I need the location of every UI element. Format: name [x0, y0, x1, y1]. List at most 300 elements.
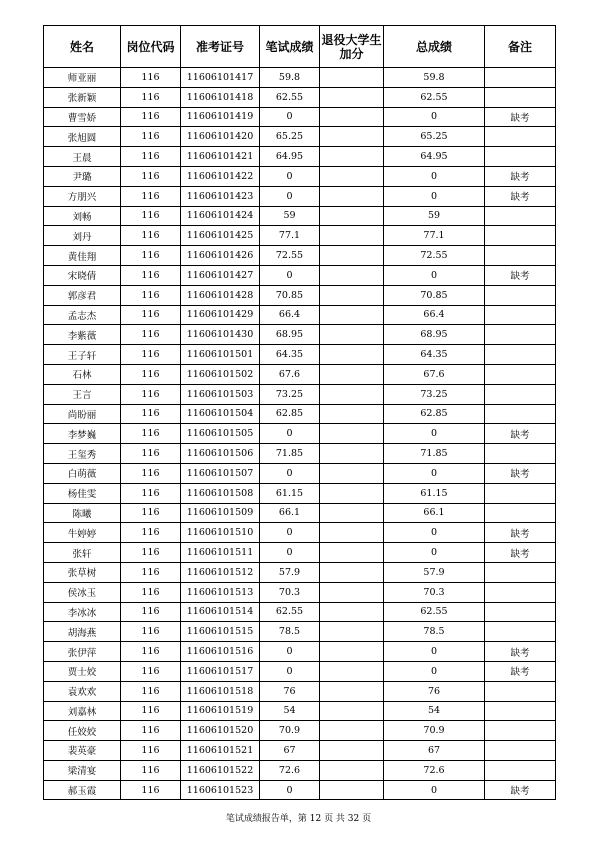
cell-post-code: 116 — [121, 226, 181, 246]
cell-written-score: 73.25 — [260, 384, 320, 404]
cell-total-score: 66.4 — [384, 305, 485, 325]
cell-name: 尹璐 — [44, 166, 121, 186]
cell-remark — [485, 760, 556, 780]
cell-veteran-bonus — [320, 147, 384, 167]
cell-name: 贾士姣 — [44, 661, 121, 681]
cell-written-score: 72.6 — [260, 760, 320, 780]
cell-remark: 缺考 — [485, 523, 556, 543]
header-remark: 备注 — [485, 26, 556, 68]
cell-ticket-no: 11606101429 — [181, 305, 260, 325]
table-row — [44, 206, 556, 226]
table-row — [44, 562, 556, 582]
cell-ticket-no: 11606101430 — [181, 325, 260, 345]
cell-veteran-bonus — [320, 543, 384, 563]
cell-veteran-bonus — [320, 404, 384, 424]
cell-name: 郭彦君 — [44, 285, 121, 305]
cell-name: 李梦巍 — [44, 424, 121, 444]
cell-remark — [485, 246, 556, 266]
table-row — [44, 345, 556, 365]
score-table — [43, 25, 556, 800]
cell-name: 刘丹 — [44, 226, 121, 246]
cell-total-score: 0 — [384, 523, 485, 543]
table-row — [44, 285, 556, 305]
cell-total-score: 62.55 — [384, 87, 485, 107]
cell-post-code: 116 — [121, 602, 181, 622]
cell-written-score: 0 — [260, 463, 320, 483]
cell-remark — [485, 483, 556, 503]
cell-total-score: 71.85 — [384, 444, 485, 464]
cell-remark — [485, 582, 556, 602]
cell-veteran-bonus — [320, 741, 384, 761]
cell-post-code: 116 — [121, 523, 181, 543]
cell-written-score: 62.55 — [260, 87, 320, 107]
cell-written-score: 70.9 — [260, 721, 320, 741]
cell-ticket-no: 11606101520 — [181, 721, 260, 741]
cell-remark — [485, 503, 556, 523]
cell-remark: 缺考 — [485, 107, 556, 127]
cell-written-score: 77.1 — [260, 226, 320, 246]
cell-ticket-no: 11606101512 — [181, 562, 260, 582]
table-row — [44, 305, 556, 325]
cell-name: 郝玉霞 — [44, 780, 121, 800]
cell-post-code: 116 — [121, 68, 181, 88]
table-row — [44, 87, 556, 107]
cell-name: 尚盼丽 — [44, 404, 121, 424]
cell-total-score: 0 — [384, 424, 485, 444]
cell-written-score: 67.6 — [260, 364, 320, 384]
cell-remark — [485, 681, 556, 701]
cell-ticket-no: 11606101510 — [181, 523, 260, 543]
cell-remark: 缺考 — [485, 186, 556, 206]
cell-total-score: 68.95 — [384, 325, 485, 345]
cell-ticket-no: 11606101425 — [181, 226, 260, 246]
cell-remark: 缺考 — [485, 780, 556, 800]
table-row — [44, 364, 556, 384]
cell-name: 王言 — [44, 384, 121, 404]
cell-written-score: 0 — [260, 424, 320, 444]
cell-total-score: 67.6 — [384, 364, 485, 384]
cell-name: 刘畅 — [44, 206, 121, 226]
table-row — [44, 741, 556, 761]
cell-written-score: 68.95 — [260, 325, 320, 345]
cell-post-code: 116 — [121, 463, 181, 483]
cell-veteran-bonus — [320, 305, 384, 325]
cell-post-code: 116 — [121, 345, 181, 365]
cell-post-code: 116 — [121, 444, 181, 464]
cell-veteran-bonus — [320, 760, 384, 780]
cell-ticket-no: 11606101518 — [181, 681, 260, 701]
cell-ticket-no: 11606101522 — [181, 760, 260, 780]
cell-ticket-no: 11606101516 — [181, 642, 260, 662]
cell-total-score: 72.55 — [384, 246, 485, 266]
cell-total-score: 65.25 — [384, 127, 485, 147]
table-row — [44, 503, 556, 523]
cell-total-score: 70.85 — [384, 285, 485, 305]
cell-remark — [485, 127, 556, 147]
cell-post-code: 116 — [121, 206, 181, 226]
cell-veteran-bonus — [320, 345, 384, 365]
cell-total-score: 64.35 — [384, 345, 485, 365]
cell-veteran-bonus — [320, 246, 384, 266]
cell-veteran-bonus — [320, 68, 384, 88]
cell-post-code: 116 — [121, 701, 181, 721]
cell-post-code: 116 — [121, 147, 181, 167]
cell-remark: 缺考 — [485, 424, 556, 444]
cell-name: 裴英豪 — [44, 741, 121, 761]
cell-remark — [485, 206, 556, 226]
cell-written-score: 0 — [260, 107, 320, 127]
cell-written-score: 78.5 — [260, 622, 320, 642]
cell-written-score: 66.1 — [260, 503, 320, 523]
cell-name: 胡海燕 — [44, 622, 121, 642]
cell-total-score: 78.5 — [384, 622, 485, 642]
table-row — [44, 325, 556, 345]
cell-remark — [485, 226, 556, 246]
cell-veteran-bonus — [320, 107, 384, 127]
cell-post-code: 116 — [121, 622, 181, 642]
cell-written-score: 70.3 — [260, 582, 320, 602]
cell-total-score: 76 — [384, 681, 485, 701]
cell-remark — [485, 721, 556, 741]
cell-remark — [485, 325, 556, 345]
cell-name: 王玺秀 — [44, 444, 121, 464]
cell-remark — [485, 364, 556, 384]
cell-total-score: 0 — [384, 107, 485, 127]
cell-post-code: 116 — [121, 642, 181, 662]
cell-veteran-bonus — [320, 325, 384, 345]
table-row — [44, 127, 556, 147]
cell-veteran-bonus — [320, 562, 384, 582]
cell-post-code: 116 — [121, 661, 181, 681]
cell-written-score: 70.85 — [260, 285, 320, 305]
cell-total-score: 62.55 — [384, 602, 485, 622]
cell-written-score: 67 — [260, 741, 320, 761]
cell-post-code: 116 — [121, 265, 181, 285]
header-name: 姓名 — [44, 26, 121, 68]
cell-veteran-bonus — [320, 661, 384, 681]
cell-total-score: 54 — [384, 701, 485, 721]
cell-ticket-no: 11606101422 — [181, 166, 260, 186]
cell-veteran-bonus — [320, 384, 384, 404]
table-row — [44, 147, 556, 167]
cell-remark — [485, 701, 556, 721]
cell-ticket-no: 11606101511 — [181, 543, 260, 563]
cell-ticket-no: 11606101508 — [181, 483, 260, 503]
cell-remark — [485, 285, 556, 305]
cell-veteran-bonus — [320, 463, 384, 483]
cell-name: 师亚丽 — [44, 68, 121, 88]
cell-ticket-no: 11606101428 — [181, 285, 260, 305]
table-row — [44, 780, 556, 800]
cell-veteran-bonus — [320, 186, 384, 206]
cell-name: 李紫薇 — [44, 325, 121, 345]
cell-veteran-bonus — [320, 701, 384, 721]
table-row — [44, 701, 556, 721]
cell-name: 白萌薇 — [44, 463, 121, 483]
cell-written-score: 71.85 — [260, 444, 320, 464]
cell-post-code: 116 — [121, 760, 181, 780]
cell-remark: 缺考 — [485, 642, 556, 662]
cell-total-score: 72.6 — [384, 760, 485, 780]
cell-name: 牛婷婷 — [44, 523, 121, 543]
cell-ticket-no: 11606101517 — [181, 661, 260, 681]
cell-name: 李冰冰 — [44, 602, 121, 622]
cell-remark — [485, 68, 556, 88]
cell-name: 王晨 — [44, 147, 121, 167]
cell-ticket-no: 11606101418 — [181, 87, 260, 107]
cell-name: 张旭圆 — [44, 127, 121, 147]
cell-total-score: 67 — [384, 741, 485, 761]
cell-total-score: 0 — [384, 780, 485, 800]
cell-post-code: 116 — [121, 562, 181, 582]
cell-name: 王子轩 — [44, 345, 121, 365]
cell-post-code: 116 — [121, 87, 181, 107]
cell-total-score: 77.1 — [384, 226, 485, 246]
table-row — [44, 681, 556, 701]
cell-ticket-no: 11606101427 — [181, 265, 260, 285]
cell-written-score: 64.95 — [260, 147, 320, 167]
cell-name: 孟志杰 — [44, 305, 121, 325]
cell-total-score: 0 — [384, 463, 485, 483]
cell-total-score: 0 — [384, 642, 485, 662]
cell-post-code: 116 — [121, 305, 181, 325]
cell-written-score: 62.85 — [260, 404, 320, 424]
cell-name: 侯冰玉 — [44, 582, 121, 602]
cell-veteran-bonus — [320, 721, 384, 741]
table-row — [44, 582, 556, 602]
cell-name: 刘嘉林 — [44, 701, 121, 721]
cell-post-code: 116 — [121, 364, 181, 384]
cell-written-score: 59 — [260, 206, 320, 226]
cell-written-score: 62.55 — [260, 602, 320, 622]
cell-name: 宋晓倩 — [44, 265, 121, 285]
cell-post-code: 116 — [121, 107, 181, 127]
cell-veteran-bonus — [320, 681, 384, 701]
cell-ticket-no: 11606101423 — [181, 186, 260, 206]
cell-ticket-no: 11606101420 — [181, 127, 260, 147]
cell-remark — [485, 602, 556, 622]
table-row — [44, 760, 556, 780]
cell-written-score: 64.35 — [260, 345, 320, 365]
cell-veteran-bonus — [320, 622, 384, 642]
table-row — [44, 246, 556, 266]
cell-veteran-bonus — [320, 265, 384, 285]
header-total-score: 总成绩 — [384, 26, 485, 68]
cell-veteran-bonus — [320, 483, 384, 503]
cell-written-score: 0 — [260, 543, 320, 563]
cell-written-score: 0 — [260, 166, 320, 186]
header-post-code: 岗位代码 — [121, 26, 181, 68]
cell-post-code: 116 — [121, 246, 181, 266]
cell-written-score: 0 — [260, 186, 320, 206]
cell-veteran-bonus — [320, 226, 384, 246]
cell-name: 张伊萍 — [44, 642, 121, 662]
cell-written-score: 54 — [260, 701, 320, 721]
table-row — [44, 404, 556, 424]
table-row — [44, 265, 556, 285]
cell-written-score: 59.8 — [260, 68, 320, 88]
table-row — [44, 602, 556, 622]
cell-total-score: 64.95 — [384, 147, 485, 167]
cell-remark: 缺考 — [485, 265, 556, 285]
cell-veteran-bonus — [320, 285, 384, 305]
cell-post-code: 116 — [121, 384, 181, 404]
cell-total-score: 0 — [384, 166, 485, 186]
cell-post-code: 116 — [121, 186, 181, 206]
cell-remark: 缺考 — [485, 543, 556, 563]
cell-veteran-bonus — [320, 87, 384, 107]
cell-total-score: 70.3 — [384, 582, 485, 602]
cell-written-score: 66.4 — [260, 305, 320, 325]
cell-post-code: 116 — [121, 404, 181, 424]
table-row — [44, 384, 556, 404]
cell-written-score: 0 — [260, 780, 320, 800]
cell-name: 张轩 — [44, 543, 121, 563]
table-row — [44, 444, 556, 464]
cell-ticket-no: 11606101514 — [181, 602, 260, 622]
cell-ticket-no: 11606101515 — [181, 622, 260, 642]
cell-post-code: 116 — [121, 582, 181, 602]
cell-post-code: 116 — [121, 503, 181, 523]
cell-written-score: 65.25 — [260, 127, 320, 147]
cell-total-score: 66.1 — [384, 503, 485, 523]
cell-ticket-no: 11606101419 — [181, 107, 260, 127]
cell-post-code: 116 — [121, 483, 181, 503]
cell-name: 袁欢欢 — [44, 681, 121, 701]
header-written-score: 笔试成绩 — [260, 26, 320, 68]
cell-ticket-no: 11606101417 — [181, 68, 260, 88]
cell-total-score: 0 — [384, 543, 485, 563]
cell-post-code: 116 — [121, 681, 181, 701]
cell-remark — [485, 384, 556, 404]
cell-total-score: 0 — [384, 265, 485, 285]
cell-post-code: 116 — [121, 424, 181, 444]
cell-post-code: 116 — [121, 127, 181, 147]
cell-veteran-bonus — [320, 127, 384, 147]
cell-total-score: 59.8 — [384, 68, 485, 88]
cell-veteran-bonus — [320, 582, 384, 602]
cell-remark — [485, 404, 556, 424]
header-ticket-no: 准考证号 — [181, 26, 260, 68]
table-row — [44, 463, 556, 483]
cell-name: 方朋兴 — [44, 186, 121, 206]
cell-written-score: 57.9 — [260, 562, 320, 582]
page-footer: 笔试成绩报告单，第 12 页 共 32 页 — [225, 814, 372, 824]
cell-remark — [485, 444, 556, 464]
cell-veteran-bonus — [320, 523, 384, 543]
cell-written-score: 72.55 — [260, 246, 320, 266]
cell-remark: 缺考 — [485, 661, 556, 681]
cell-veteran-bonus — [320, 780, 384, 800]
cell-remark — [485, 562, 556, 582]
cell-remark — [485, 345, 556, 365]
cell-ticket-no: 11606101501 — [181, 345, 260, 365]
cell-ticket-no: 11606101519 — [181, 701, 260, 721]
table-row — [44, 642, 556, 662]
cell-written-score: 0 — [260, 642, 320, 662]
cell-remark — [485, 741, 556, 761]
cell-written-score: 61.15 — [260, 483, 320, 503]
cell-post-code: 116 — [121, 721, 181, 741]
table-body — [44, 68, 556, 800]
cell-ticket-no: 11606101523 — [181, 780, 260, 800]
cell-written-score: 0 — [260, 661, 320, 681]
cell-total-score: 61.15 — [384, 483, 485, 503]
cell-total-score: 62.85 — [384, 404, 485, 424]
cell-ticket-no: 11606101506 — [181, 444, 260, 464]
cell-name: 张新颖 — [44, 87, 121, 107]
cell-remark — [485, 147, 556, 167]
cell-ticket-no: 11606101521 — [181, 741, 260, 761]
cell-total-score: 73.25 — [384, 384, 485, 404]
table-row — [44, 622, 556, 642]
cell-post-code: 116 — [121, 780, 181, 800]
cell-veteran-bonus — [320, 424, 384, 444]
cell-post-code: 116 — [121, 325, 181, 345]
cell-name: 陈曦 — [44, 503, 121, 523]
cell-name: 梁清宴 — [44, 760, 121, 780]
cell-ticket-no: 11606101421 — [181, 147, 260, 167]
cell-ticket-no: 11606101513 — [181, 582, 260, 602]
cell-ticket-no: 11606101507 — [181, 463, 260, 483]
cell-post-code: 116 — [121, 741, 181, 761]
cell-name: 石林 — [44, 364, 121, 384]
table-row — [44, 424, 556, 444]
cell-ticket-no: 11606101503 — [181, 384, 260, 404]
cell-post-code: 116 — [121, 285, 181, 305]
table-row — [44, 166, 556, 186]
cell-veteran-bonus — [320, 444, 384, 464]
cell-post-code: 116 — [121, 543, 181, 563]
table-row — [44, 483, 556, 503]
table-row — [44, 543, 556, 563]
cell-remark — [485, 305, 556, 325]
table-row — [44, 721, 556, 741]
cell-name: 杨佳雯 — [44, 483, 121, 503]
cell-ticket-no: 11606101424 — [181, 206, 260, 226]
table-row — [44, 186, 556, 206]
cell-ticket-no: 11606101505 — [181, 424, 260, 444]
cell-veteran-bonus — [320, 364, 384, 384]
cell-post-code: 116 — [121, 166, 181, 186]
cell-veteran-bonus — [320, 602, 384, 622]
cell-remark — [485, 87, 556, 107]
cell-total-score: 0 — [384, 186, 485, 206]
cell-name: 曹雪娇 — [44, 107, 121, 127]
table-row — [44, 68, 556, 88]
table-row — [44, 226, 556, 246]
cell-ticket-no: 11606101509 — [181, 503, 260, 523]
cell-name: 张草树 — [44, 562, 121, 582]
cell-ticket-no: 11606101426 — [181, 246, 260, 266]
table-row — [44, 661, 556, 681]
cell-written-score: 0 — [260, 265, 320, 285]
cell-total-score: 59 — [384, 206, 485, 226]
cell-name: 黄佳翔 — [44, 246, 121, 266]
cell-remark: 缺考 — [485, 166, 556, 186]
cell-name: 任姣姣 — [44, 721, 121, 741]
cell-veteran-bonus — [320, 503, 384, 523]
table-row — [44, 523, 556, 543]
header-row — [44, 26, 556, 68]
cell-veteran-bonus — [320, 642, 384, 662]
cell-remark: 缺考 — [485, 463, 556, 483]
cell-total-score: 0 — [384, 661, 485, 681]
cell-ticket-no: 11606101502 — [181, 364, 260, 384]
cell-ticket-no: 11606101504 — [181, 404, 260, 424]
cell-veteran-bonus — [320, 206, 384, 226]
cell-total-score: 70.9 — [384, 721, 485, 741]
